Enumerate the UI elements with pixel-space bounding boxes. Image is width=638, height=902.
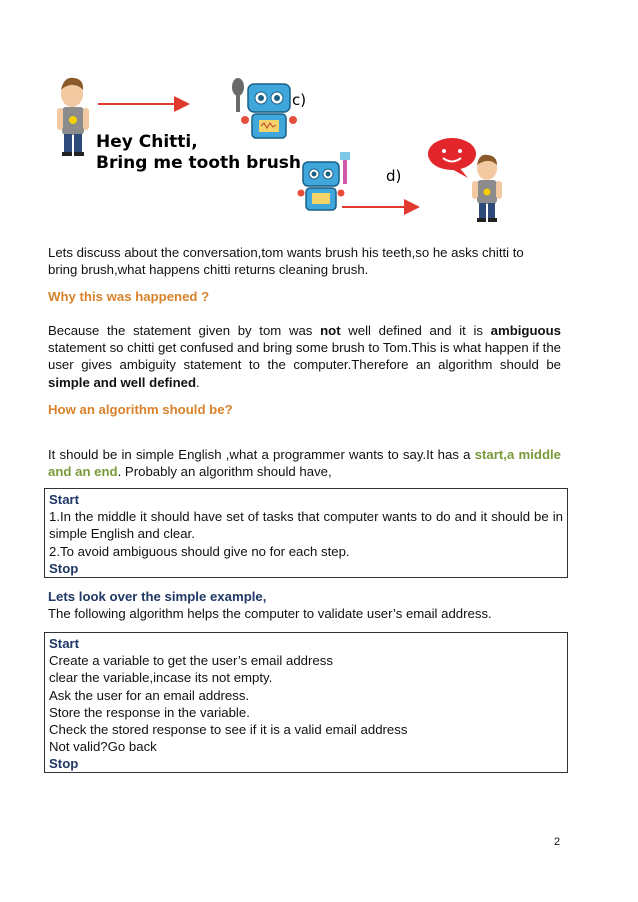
speech-line-1: Hey Chitti, <box>96 132 198 152</box>
para1-bold-ambiguous: ambiguous <box>490 323 561 338</box>
heading-why: Why this was happened ? <box>48 289 210 304</box>
heading-how: How an algorithm should be? <box>48 402 233 417</box>
intro-line-2: bring brush,what happens chitti returns cleaning brush. <box>48 262 369 278</box>
box1-line-1: 1.In the middle it should have set of tasks that computer wants to do and it should be in simple English and clear. <box>49 509 563 542</box>
box1-start: Start <box>49 492 80 507</box>
intro-text <box>48 244 568 278</box>
box1-line-2: 2.To avoid ambiguous should give no for each step. <box>49 543 350 559</box>
example-intro: The following algorithm helps the computer to validate user’s email address. <box>48 606 492 621</box>
robot-icon <box>298 152 351 210</box>
robot-icon <box>232 78 297 138</box>
para2-text-2: . Probably an algorithm should have, <box>117 464 332 480</box>
para2-text-1: It should be in simple English ,what a programmer wants to say.It has a <box>48 447 475 462</box>
para1-bold-not: not <box>320 323 341 338</box>
box2-step: Ask the user for an email address. <box>49 687 250 703</box>
para1-text-1: Because the statement given by tom was <box>48 323 321 338</box>
para1-text-2: well defined and it is <box>340 323 491 338</box>
intro-line-1: Lets discuss about the conversation,tom wants brush his teeth,so he asks chitti to <box>48 245 524 260</box>
algorithm-paragraph <box>48 446 561 480</box>
heading-example: Lets look over the simple example, <box>48 589 267 604</box>
speech-line-2: Bring me tooth brush <box>96 153 302 173</box>
box2-step: Check the stored response to see if it is a valid email address <box>49 722 408 738</box>
box2-stop: Stop <box>49 756 79 772</box>
box1-stop: Stop <box>49 560 79 576</box>
page-number: 2 <box>554 836 561 848</box>
step-d-label: d) <box>386 167 402 185</box>
boy-icon <box>57 78 89 156</box>
para1-text-3: statement so chitti get confused and bring some brush to Tom.This is what happen if the user gives ambiguity statement to the computer.Therefore an algorithm should be <box>48 340 561 373</box>
illustration <box>40 70 520 230</box>
box2-step: Create a variable to get the user’s email address <box>49 653 333 669</box>
explanation-paragraph <box>48 322 561 391</box>
box2-step: clear the variable,incase its not empty. <box>49 670 273 686</box>
box2-step: Store the response in the variable. <box>49 704 250 720</box>
step-c-label: c) <box>292 91 307 109</box>
boy-icon <box>472 155 502 222</box>
para1-bold-simple: simple and well defined <box>48 374 197 390</box>
box2-start: Start <box>49 636 80 651</box>
speech-bubble-icon <box>428 138 476 178</box>
para1-text-4: . <box>196 374 200 390</box>
email-algorithm-box <box>44 632 568 773</box>
algorithm-structure-box <box>44 488 568 578</box>
para2-highlight: start,a middle and an end <box>48 447 561 480</box>
box2-step: Not valid?Go back <box>49 739 157 755</box>
